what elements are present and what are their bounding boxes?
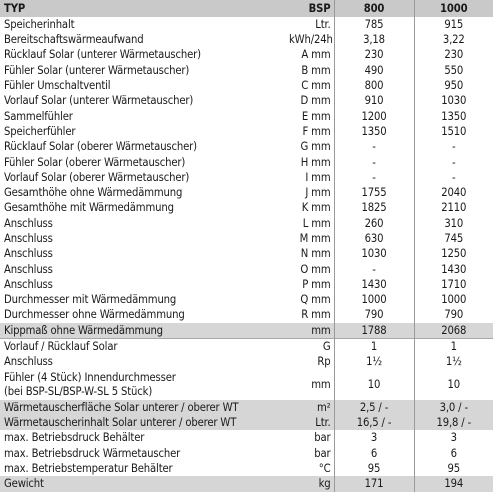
row-label: Gesamthöhe mit Wärmedämmung [4, 201, 174, 215]
row-label: Vorlauf Solar (unterer Wärmetauscher) [4, 94, 194, 108]
table-row [0, 461, 493, 476]
table-row [0, 109, 493, 124]
row-value-800: 1030 [334, 246, 414, 261]
row-value-800: 790 [334, 308, 414, 323]
row-value-800: 2,5 / - [334, 400, 414, 415]
row-unit: C mm [301, 79, 331, 93]
row-label: Anschluss [4, 216, 53, 230]
row-value-1000: 1 [414, 339, 493, 355]
row-label: max. Betriebsdruck Behälter [4, 431, 145, 445]
row-value-1000: 950 [414, 78, 493, 93]
row-label: Fühler Umschaltventil [4, 79, 111, 93]
table-row [0, 430, 493, 445]
row-value-1000: 230 [414, 48, 493, 63]
row-value-1000: 310 [414, 216, 493, 231]
row-value-1000: 95 [414, 461, 493, 476]
row-label: Anschluss [4, 232, 53, 245]
row-value-800: - [334, 262, 414, 277]
row-value-1000: 10 [414, 370, 493, 400]
row-label: Speicherfühler [4, 124, 76, 138]
row-value-800: 230 [334, 48, 414, 63]
row-value-800: 490 [334, 63, 414, 78]
row-unit: bar [314, 446, 331, 460]
row-label: Bereitschaftswärmeaufwand [4, 33, 144, 47]
row-value-1000: 1430 [414, 262, 493, 277]
header-model-1000: 1000 [414, 0, 493, 17]
row-value-800: - [334, 170, 414, 185]
row-value-800: 1430 [334, 277, 414, 292]
row-unit: kg [286, 476, 334, 491]
table-row [0, 201, 493, 216]
row-label: Anschluss [4, 277, 53, 291]
table-row [0, 231, 493, 246]
row-value-800: 6 [334, 446, 414, 461]
row-value-800: 1200 [334, 109, 414, 124]
row-unit: mm [311, 377, 331, 391]
row-value-800: 1755 [334, 185, 414, 200]
row-value-800: 1½ [334, 355, 414, 370]
row-value-800: 630 [334, 231, 414, 246]
row-value-1000: 2040 [414, 185, 493, 200]
table-row [0, 78, 493, 93]
row-value-1000: 3 [414, 430, 493, 445]
row-unit: mm [286, 323, 334, 339]
table-row [0, 323, 493, 339]
row-label: Rücklauf Solar (oberer Wärmetauscher) [4, 140, 197, 154]
table-row [0, 400, 493, 415]
row-unit: kWh/24h [289, 33, 333, 47]
row-label: Gewicht [0, 476, 286, 491]
row-label: Durchmesser ohne Wärmedämmung [4, 308, 185, 322]
row-value-1000: 3,22 [414, 32, 493, 47]
row-value-800: 171 [334, 476, 414, 491]
table-row [0, 355, 493, 370]
table-row [0, 339, 493, 355]
row-unit: E mm [301, 109, 331, 123]
spec-rows [0, 17, 493, 492]
row-value-800: 1 [334, 339, 414, 355]
row-unit: Q mm [300, 293, 331, 307]
table-row [0, 48, 493, 63]
table-row [0, 277, 493, 292]
row-unit: P mm [302, 277, 331, 291]
row-unit: D mm [300, 94, 331, 108]
row-value-800: 16,5 / - [334, 415, 414, 430]
row-unit: H mm [300, 155, 331, 169]
row-label: Durchmesser mit Wärmedämmung [4, 293, 177, 307]
row-label: Gesamthöhe ohne Wärmedämmung [4, 186, 183, 200]
row-value-800: 785 [334, 17, 414, 32]
row-unit: J mm [305, 186, 331, 200]
row-value-800: 800 [334, 78, 414, 93]
row-label: Rücklauf Solar (unterer Wärmetauscher) [4, 48, 201, 62]
row-value-800: 3,18 [334, 32, 414, 47]
table-row [0, 170, 493, 185]
row-value-800: - [334, 139, 414, 154]
row-unit: m² [286, 400, 334, 415]
table-row [0, 308, 493, 323]
table-row [0, 292, 493, 307]
row-unit: bar [314, 431, 331, 445]
row-unit: F mm [302, 124, 331, 138]
table-row [0, 32, 493, 47]
row-value-1000: 790 [414, 308, 493, 323]
row-value-1000: 745 [414, 231, 493, 246]
row-unit: I mm [305, 170, 331, 184]
row-value-1000: 1½ [414, 355, 493, 370]
row-value-800: 1000 [334, 292, 414, 307]
row-unit: M mm [299, 232, 331, 245]
table-row [0, 476, 493, 491]
row-unit: N mm [300, 247, 331, 261]
row-label-line1: Fühler (4 Stück) Innendurchmesser [4, 370, 176, 384]
table-row [0, 63, 493, 78]
row-label: Vorlauf Solar (oberer Wärmetauscher) [4, 170, 190, 184]
row-label: Sammelfühler [4, 109, 73, 123]
row-label: Anschluss [4, 355, 53, 369]
row-unit: Rp [317, 355, 331, 369]
row-label: Anschluss [4, 262, 53, 276]
row-unit: Ltr. [315, 17, 331, 31]
table-row [0, 415, 493, 430]
row-unit: A mm [301, 48, 331, 62]
row-value-1000: 550 [414, 63, 493, 78]
table-row [0, 246, 493, 261]
row-value-1000: 1030 [414, 93, 493, 108]
row-unit: °C [318, 461, 331, 475]
row-unit: Ltr. [286, 415, 334, 430]
row-value-1000: 915 [414, 17, 493, 32]
row-label: Fühler Solar (oberer Wärmetauscher) [4, 155, 186, 169]
row-value-1000: 2110 [414, 201, 493, 216]
row-unit: K mm [301, 201, 331, 215]
row-unit: G mm [300, 140, 331, 154]
row-value-800: 260 [334, 216, 414, 231]
row-value-800: 1825 [334, 201, 414, 216]
table-row [0, 155, 493, 170]
row-label: max. Betriebsdruck Wärmetauscher [4, 446, 181, 460]
table-row [0, 216, 493, 231]
row-label: Wärmetauscherinhalt Solar unterer / oberer WT [0, 415, 286, 430]
header-row [0, 0, 493, 17]
row-label [0, 370, 286, 400]
row-value-800: 95 [334, 461, 414, 476]
row-value-1000: 194 [414, 476, 493, 491]
table-row [0, 446, 493, 461]
row-value-1000: 1710 [414, 277, 493, 292]
row-label: Kippmaß ohne Wärmedämmung [0, 323, 286, 339]
row-value-800: 910 [334, 93, 414, 108]
row-label: Vorlauf / Rücklauf Solar [0, 339, 286, 355]
row-label: max. Betriebstemperatur Behälter [4, 461, 173, 475]
row-value-1000: - [414, 139, 493, 154]
row-unit: O mm [300, 262, 331, 276]
table-row [0, 124, 493, 139]
header-model-800: 800 [334, 0, 414, 17]
table-row [0, 262, 493, 277]
table-row [0, 139, 493, 154]
row-label: Anschluss [4, 247, 53, 261]
row-unit: L mm [302, 216, 331, 230]
row-value-1000: 1000 [414, 292, 493, 307]
row-value-1000: 1350 [414, 109, 493, 124]
row-unit: R mm [301, 308, 331, 322]
row-value-800: 1788 [334, 323, 414, 339]
row-value-1000: 1250 [414, 246, 493, 261]
row-value-1000: 1510 [414, 124, 493, 139]
row-value-1000: 3,0 / - [414, 400, 493, 415]
row-unit: B mm [301, 63, 331, 77]
row-unit: G [286, 339, 334, 355]
table-row [0, 93, 493, 108]
row-label: Wärmetauscherfläche Solar unterer / oberer WT [0, 400, 286, 415]
table-row [0, 185, 493, 200]
row-value-1000: 6 [414, 446, 493, 461]
row-value-1000: - [414, 170, 493, 185]
row-value-1000: 19,8 / - [414, 415, 493, 430]
row-label: Speicherinhalt [4, 17, 75, 31]
header-unit: BSP [286, 0, 334, 17]
table-row [0, 17, 493, 32]
row-value-1000: - [414, 155, 493, 170]
row-label-line2: (bei BSP-SL/BSP-W-SL 5 Stück) [4, 384, 153, 398]
header-type: TYP [0, 0, 286, 17]
row-value-800: 3 [334, 430, 414, 445]
row-value-800: 10 [334, 370, 414, 400]
row-value-1000: 2068 [414, 323, 493, 339]
row-value-800: - [334, 155, 414, 170]
row-label: Fühler Solar (unterer Wärmetauscher) [4, 63, 190, 77]
table-row [0, 370, 493, 400]
row-value-800: 1350 [334, 124, 414, 139]
